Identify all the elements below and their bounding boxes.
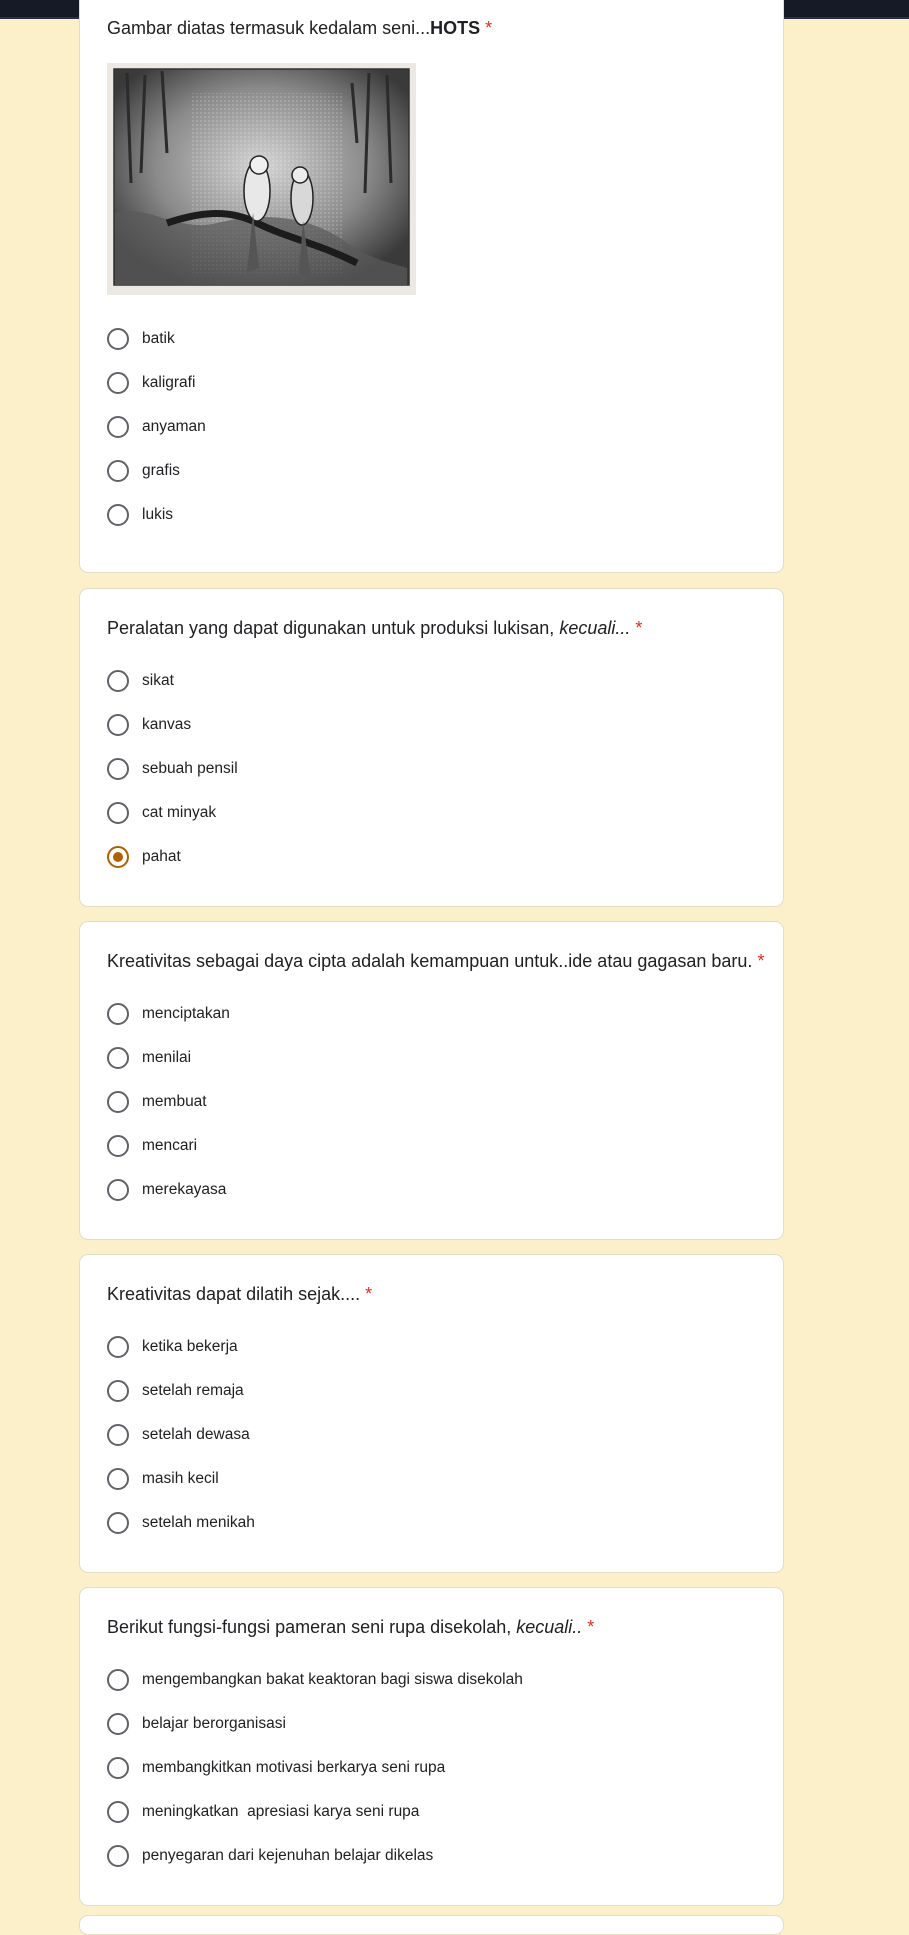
option-label: mengembangkan bakat keaktoran bagi siswa disekolah (142, 1671, 523, 1688)
option-anyaman[interactable] (107, 415, 206, 439)
option-batik[interactable] (107, 327, 175, 351)
radio-button[interactable] (107, 1512, 129, 1534)
radio-button[interactable] (107, 1380, 129, 1402)
option-setelah-menikah[interactable] (107, 1511, 255, 1535)
question-title (107, 949, 764, 973)
question-title (107, 1282, 372, 1306)
option-membangkitkan-motivasi[interactable] (107, 1756, 445, 1780)
option-lukis[interactable] (107, 503, 173, 527)
option-label: belajar berorganisasi (142, 1715, 286, 1732)
option-label: membuat (142, 1093, 207, 1110)
option-mengembangkan-bakat[interactable] (107, 1668, 523, 1692)
option-label: menilai (142, 1049, 192, 1066)
required-asterisk: * (635, 618, 643, 638)
radio-button[interactable] (107, 1091, 129, 1113)
option-label: ketika bekerja (142, 1338, 238, 1355)
question-text: Kreativitas sebagai daya cipta adalah kemampuan untuk..ide atau gagasan baru. (107, 951, 753, 971)
question-card-1 (79, 0, 784, 573)
option-label: batik (142, 330, 175, 347)
radio-button[interactable] (107, 1845, 129, 1867)
radio-button[interactable] (107, 1468, 129, 1490)
radio-button[interactable] (107, 416, 129, 438)
option-label: membangkitkan motivasi berkarya seni rupa (142, 1759, 446, 1776)
radio-button-selected[interactable] (107, 846, 129, 868)
radio-button[interactable] (107, 1669, 129, 1691)
question-text: Gambar diatas termasuk kedalam seni... (107, 18, 431, 38)
radio-button[interactable] (107, 1003, 129, 1025)
question-text-italic: kecuali... (559, 618, 631, 638)
question-card-2 (79, 588, 784, 907)
radio-button[interactable] (107, 1135, 129, 1157)
option-label: cat minyak (142, 804, 217, 821)
option-mencari[interactable] (107, 1134, 197, 1158)
option-label: pahat (142, 848, 181, 865)
radio-button[interactable] (107, 1801, 129, 1823)
option-penyegaran[interactable] (107, 1844, 433, 1868)
option-pahat[interactable] (107, 845, 181, 869)
option-label: sebuah pensil (142, 760, 238, 777)
option-merekayasa[interactable] (107, 1178, 226, 1202)
option-label: kanvas (142, 716, 192, 733)
required-asterisk: * (757, 951, 765, 971)
option-belajar-berorganisasi[interactable] (107, 1712, 286, 1736)
question-title (107, 1615, 594, 1639)
radio-button[interactable] (107, 1179, 129, 1201)
option-label: sikat (142, 672, 174, 689)
option-label: kaligrafi (142, 374, 196, 391)
option-label: anyaman (142, 418, 206, 435)
option-label: setelah dewasa (142, 1426, 250, 1443)
radio-button[interactable] (107, 504, 129, 526)
option-kanvas[interactable] (107, 713, 191, 737)
option-setelah-dewasa[interactable] (107, 1423, 250, 1447)
radio-button[interactable] (107, 802, 129, 824)
option-cat-minyak[interactable] (107, 801, 216, 825)
radio-button[interactable] (107, 714, 129, 736)
question-card-5 (79, 1587, 784, 1906)
question-image-parrots (107, 63, 416, 295)
radio-button[interactable] (107, 1424, 129, 1446)
radio-button[interactable] (107, 1757, 129, 1779)
option-label: meningkatkan apresiasi karya seni rupa (142, 1803, 420, 1820)
option-menilai[interactable] (107, 1046, 191, 1070)
question-card-3 (79, 921, 784, 1240)
radio-button[interactable] (107, 758, 129, 780)
option-label: setelah menikah (142, 1514, 255, 1531)
question-card-4 (79, 1254, 784, 1573)
option-masih-kecil[interactable] (107, 1467, 219, 1491)
question-title (107, 16, 492, 40)
required-asterisk: * (485, 18, 493, 38)
required-asterisk: * (587, 1617, 595, 1637)
question-text-italic: kecuali.. (516, 1617, 583, 1637)
radio-button[interactable] (107, 460, 129, 482)
option-setelah-remaja[interactable] (107, 1379, 244, 1403)
option-label: setelah remaja (142, 1382, 244, 1399)
required-asterisk: * (365, 1284, 373, 1304)
question-text: Berikut fungsi-fungsi pameran seni rupa disekolah, (107, 1617, 517, 1637)
option-membuat[interactable] (107, 1090, 207, 1114)
option-label: penyegaran dari kejenuhan belajar dikelas (142, 1847, 434, 1864)
option-sikat[interactable] (107, 669, 174, 693)
option-label: grafis (142, 462, 180, 479)
option-grafis[interactable] (107, 459, 180, 483)
option-ketika-bekerja[interactable] (107, 1335, 238, 1359)
next-question-card-edge (79, 1915, 784, 1935)
radio-button[interactable] (107, 328, 129, 350)
option-label: mencari (142, 1137, 198, 1154)
option-label: lukis (142, 506, 174, 523)
radio-button[interactable] (107, 1047, 129, 1069)
option-meningkatkan-apresiasi[interactable] (107, 1800, 419, 1824)
option-label: merekayasa (142, 1181, 227, 1198)
radio-button[interactable] (107, 670, 129, 692)
question-text: Kreativitas dapat dilatih sejak.... (107, 1284, 361, 1304)
option-label: menciptakan (142, 1005, 230, 1022)
radio-button[interactable] (107, 372, 129, 394)
question-text: Peralatan yang dapat digunakan untuk produksi lukisan, (107, 618, 560, 638)
radio-button[interactable] (107, 1336, 129, 1358)
option-sebuah-pensil[interactable] (107, 757, 238, 781)
option-label: masih kecil (142, 1470, 219, 1487)
parrots-picture (107, 63, 416, 295)
question-text-bold: HOTS (430, 18, 481, 38)
radio-button[interactable] (107, 1713, 129, 1735)
option-menciptakan[interactable] (107, 1002, 230, 1026)
question-title (107, 616, 642, 640)
option-kaligrafi[interactable] (107, 371, 195, 395)
